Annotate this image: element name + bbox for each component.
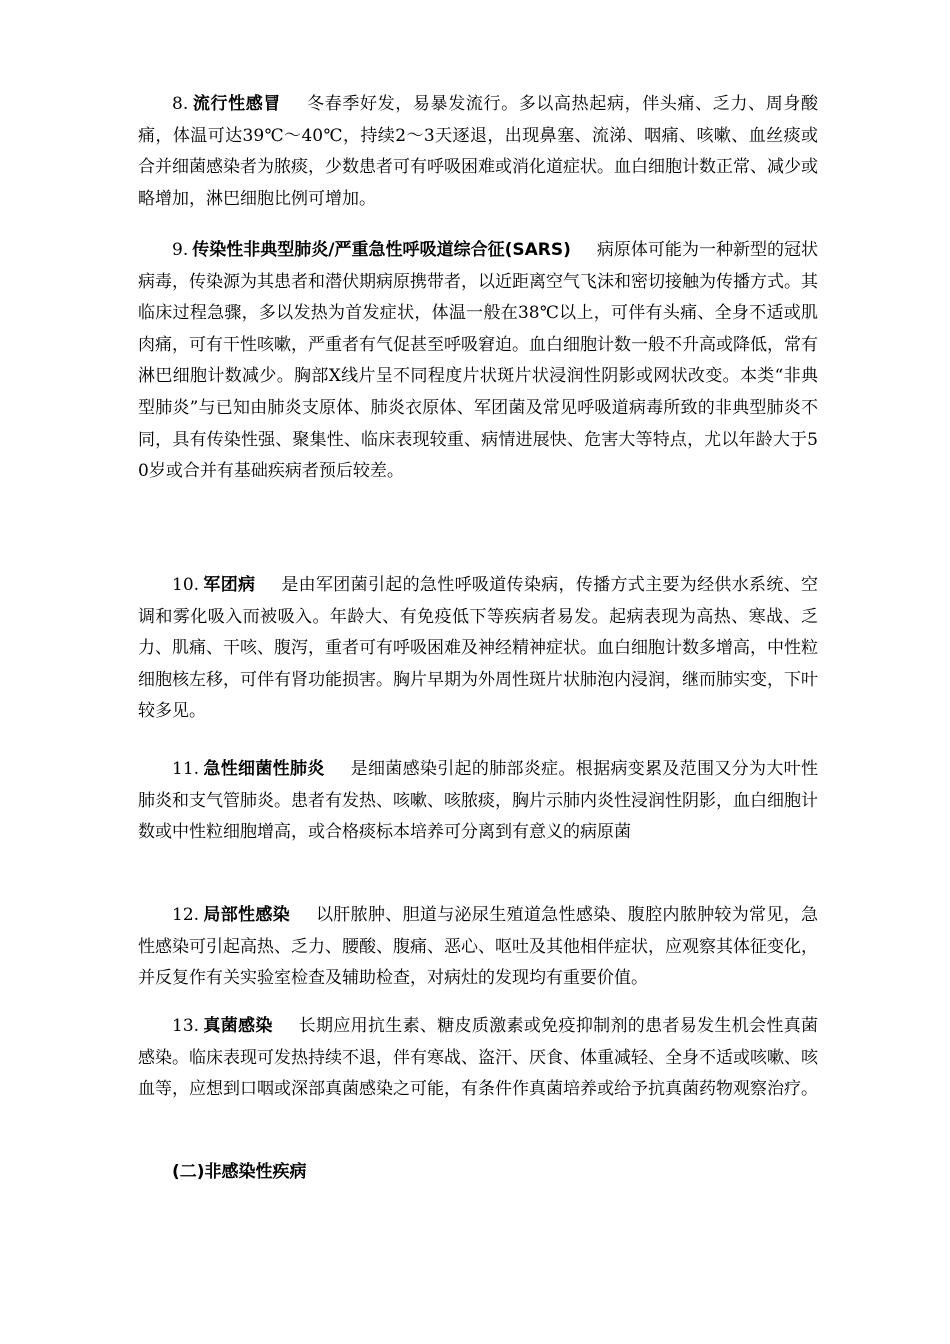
item-number: 13.: [172, 1016, 200, 1036]
item-number: 10.: [172, 575, 200, 595]
item-number: 11.: [172, 759, 200, 779]
paragraph-bacterial-pneumonia: [138, 754, 818, 849]
paragraph-influenza: [138, 89, 818, 215]
item-text: 是由军团菌引起的急性呼吸道传染病，传播方式主要为经供水系统、空调和雾化吸入而被吸入。年龄大、有免疫低下等疾病者易发。起病表现为高热、寒战、乏力、肌痛、干咳、腹泻，重者可有呼吸困难及神经精神症状。血白细胞计数多增高，中性粒细胞核左移，可伴有肾功能损害。胸片早期为外周性斑片状肺泡内浸润，继而肺实变，下叶较多见。: [138, 575, 819, 722]
paragraph-local-infection: [138, 900, 818, 995]
paragraph-legionnaires: [138, 570, 818, 728]
section-heading: (二)非感染性疾病: [172, 1162, 307, 1182]
item-term: 传染性非典型肺炎/严重急性呼吸道综合征(SARS): [192, 240, 571, 260]
item-term: 局部性感染: [203, 905, 290, 925]
item-number: 12.: [172, 905, 200, 925]
item-text: 以肝脓肿、胆道与泌尿生殖道急性感染、腹腔内脓肿较为常见，急性感染可引起高热、乏力、腰酸、腹痛、恶心、呕吐及其他相伴症状，应观察其体征变化，并反复作有关实验室检查及辅助检查，对病灶的发现均有重要价值。: [138, 905, 819, 989]
item-text: 病原体可能为一种新型的冠状病毒，传染源为其患者和潜伏期病原携带者，以近距离空气飞沫和密切接触为传播方式。其临床过程急骤，多以发热为首发症状，体温一般在38℃以上，可伴有头痛、全身不适或肌肉痛，可有干性咳嗽，严重者有气促甚至呼吸窘迫。血白细胞计数一般不升高或降低，常有淋巴细胞计数减少。胸部X线片呈不同程度片状斑片状浸润性阴影或网状改变。本类“非典型肺炎”与已知由肺炎支原体、肺炎衣原体、军团菌及常见呼吸道病毒所致的非典型肺炎不同，具有传染性强、聚集性、临床表现较重、病情进展快、危害大等特点，尤以年龄大于50岁或合并有基础疾病者预后较差。: [138, 240, 819, 482]
item-term: 流行性感冒: [192, 94, 282, 114]
item-text: 长期应用抗生素、糖皮质激素或免疫抑制剂的患者易发生机会性真菌感染。临床表现可发热持续不退，伴有寒战、盗汗、厌食、体重减轻、全身不适或咳嗽、咳血等，应想到口咽或深部真菌感染之可能，有条件作真菌培养或给予抗真菌药物观察治疗。: [138, 1016, 819, 1100]
item-text: 冬春季好发，易暴发流行。多以高热起病，伴头痛、乏力、周身酸痛，体温可达39℃～40℃，持续2～3天逐退，出现鼻塞、流涕、咽痛、咳嗽、血丝痰或合并细菌感染者为脓痰，少数患者可有呼吸困难或消化道症状。血白细胞计数正常、减少或略增加，淋巴细胞比例可增加。: [138, 94, 819, 209]
item-term: 军团病: [203, 575, 256, 595]
item-term: 急性细菌性肺炎: [203, 759, 325, 779]
paragraph-fungal-infection: [138, 1011, 818, 1106]
item-number: 8.: [172, 94, 189, 114]
item-text: 是细菌感染引起的肺部炎症。根据病变累及范围又分为大叶性肺炎和支气管肺炎。患者有发热、咳嗽、咳脓痰，胸片示肺内炎性浸润性阴影，血白细胞计数或中性粒细胞增高，或合格痰标本培养可分离到有意义的病原菌: [138, 759, 818, 843]
item-term: 真菌感染: [203, 1016, 273, 1036]
item-number: 9.: [172, 240, 189, 260]
paragraph-sars: [138, 235, 818, 488]
